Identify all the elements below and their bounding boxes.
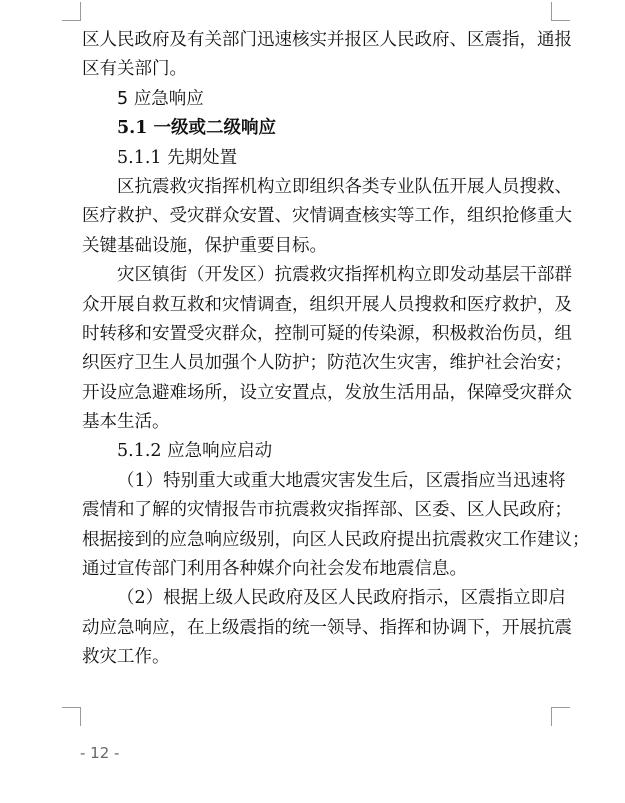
page-number: - 12 - (80, 744, 120, 762)
paragraph-line: 灾区镇街（开发区）抗震救灾指挥机构立即发动基层干部群 (117, 265, 572, 286)
paragraph-line: 基本生活。 (82, 412, 170, 433)
paragraph-line: 动应急响应，在上级震指的统一领导、指挥和协调下，开展抗震 (82, 617, 572, 638)
paragraph-line: 众开展自救互救和灾情调查，组织开展人员搜救和医疗救护，及 (82, 294, 572, 315)
paragraph-line: 时转移和安置受灾群众，控制可疑的传染源，积极救治伤员，组 (82, 323, 572, 344)
subsubsection-heading: 5.1.1 先期处置 (117, 147, 238, 168)
paragraph-line: （1）特别重大或重大地震灾害发生后，区震指应当迅速将 (117, 470, 566, 491)
document-body (82, 26, 590, 673)
section-heading: 5 应急响应 (117, 88, 204, 109)
crop-mark-top-right (551, 2, 570, 21)
paragraph-line: 震情和了解的灾情报告市抗震救灾指挥部、区委、区人民政府； (82, 500, 572, 521)
paragraph-line: 区人民政府及有关部门迅速核实并报区人民政府、区震指，通报 (82, 30, 572, 50)
crop-mark-bottom-left (62, 707, 81, 726)
paragraph-line: 织医疗卫生人员加强个人防护；防范次生灾害，维护社会治安； (82, 353, 572, 374)
crop-mark-bottom-right (551, 707, 570, 726)
paragraph-line: 根据接到的应急响应级别，向区人民政府提出抗震救灾工作建议； (82, 529, 590, 550)
paragraph-line: 区有关部门。 (82, 59, 187, 80)
paragraph-line: 关键基础设施，保护重要目标。 (82, 235, 327, 256)
subsection-heading: 5.1 一级或二级响应 (117, 118, 277, 139)
paragraph-line: 开设应急避难场所，设立安置点，发放生活用品，保障受灾群众 (82, 382, 572, 403)
paragraph-line: （2）根据上级人民政府及区人民政府指示，区震指立即启 (117, 588, 566, 609)
paragraph-line: 救灾工作。 (82, 647, 170, 668)
paragraph-line: 区抗震救灾指挥机构立即组织各类专业队伍开展人员搜救、 (117, 176, 572, 197)
crop-mark-top-left (62, 2, 81, 21)
paragraph-line: 通过宣传部门利用各种媒介向社会发布地震信息。 (82, 559, 467, 580)
paragraph-line: 医疗救护、受灾群众安置、灾情调查核实等工作，组织抢修重大 (82, 206, 572, 227)
subsubsection-heading: 5.1.2 应急响应启动 (117, 441, 273, 462)
